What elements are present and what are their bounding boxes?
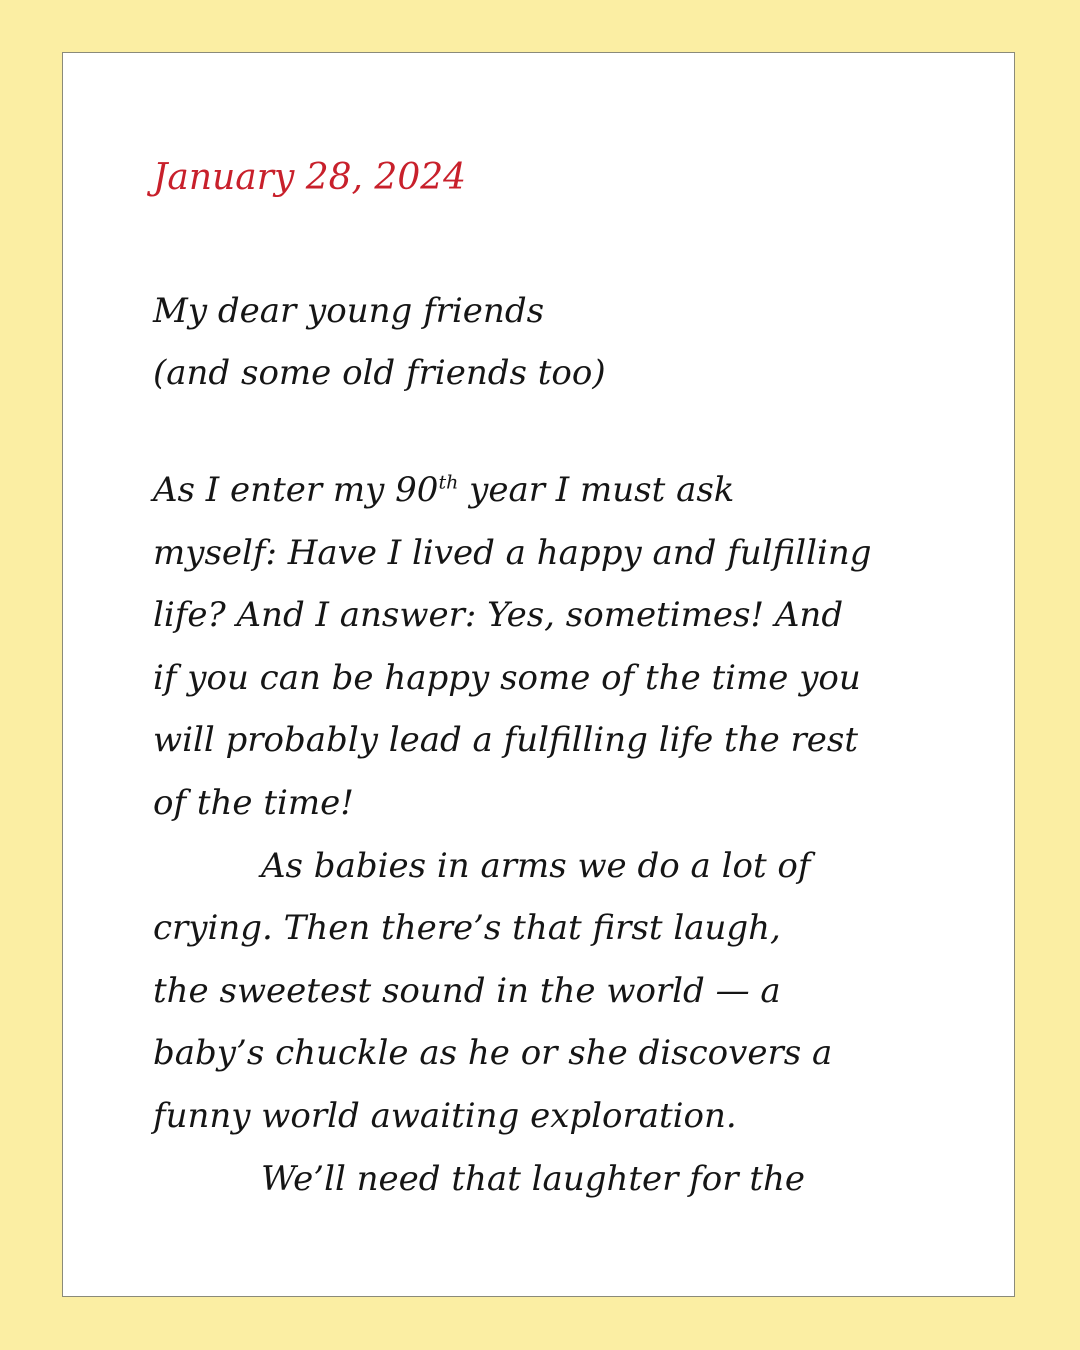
letter-body [153,459,953,1210]
body-line-1 [153,459,953,522]
salutation [153,280,953,404]
letter-page [62,52,1015,1297]
body-line-2: myself: Have I lived a happy and fulfilling [153,532,872,573]
body-line-10: baby’s chuckle as he or she discovers a [153,1033,833,1074]
body-line-6: of the time! [153,782,354,823]
ordinal-suffix: th [438,471,459,494]
body-line-4: if you can be happy some of the time you [153,657,861,698]
body-line-3: life? And I answer: Yes, sometimes! And [153,595,844,636]
salutation-line-1: My dear young friends [153,291,545,331]
letter-date: January 28, 2024 [153,157,467,198]
body-line-9: the sweetest sound in the world — a [153,970,781,1011]
body-line-8: crying. Then there’s that first laugh, [153,908,781,949]
salutation-line-2: (and some old friends too) [153,353,606,393]
body-line-5: will probably lead a fulfilling life the rest [153,720,858,761]
body-line-11: funny world awaiting exploration. [153,1095,737,1136]
body-line-7: As babies in arms we do a lot of [261,845,811,886]
body-line-1-end: year I must ask [458,470,735,510]
body-line-1-start: As I enter my 90 [153,470,439,510]
body-line-12: We’ll need that laughter for the [261,1158,806,1199]
